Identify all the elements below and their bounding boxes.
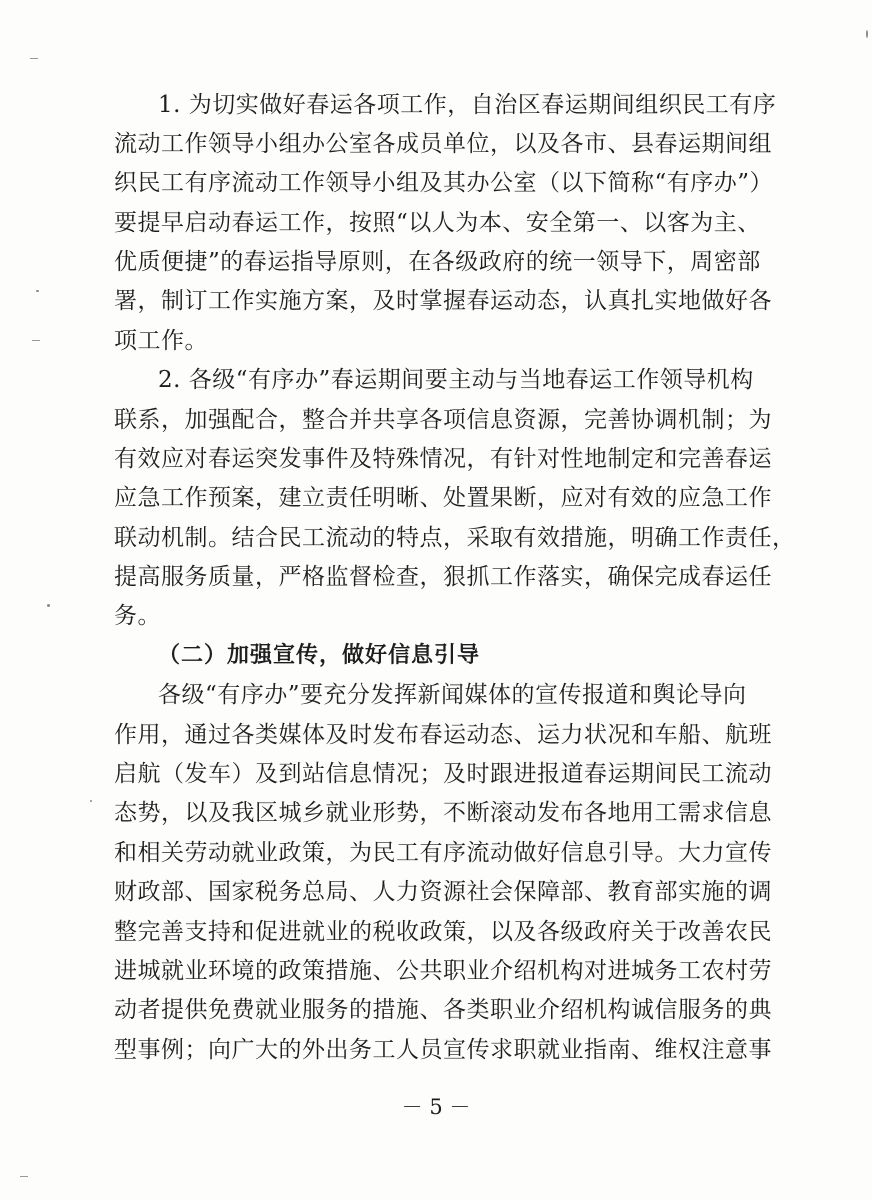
scan-speck [866,30,868,38]
scan-mark [30,58,38,59]
paragraph-2-line-3: 有效应对春运突发事件及特殊情况，有针对性地制定和完善春运 [114,446,772,472]
paragraph-2-line-7: 务。 [114,603,161,629]
paragraph-1-line-3: 织民工有序流动工作领导小组及其办公室（以下简称“有序办”） [114,170,774,196]
page-number: － 5 － [401,1095,471,1119]
paragraph-2-line-5: 联动机制。结合民工流动的特点，采取有效措施，明确工作责任， [114,525,796,551]
scan-mark [20,1176,28,1177]
paragraph-3-line-5: 和相关劳动就业政策，为民工有序流动做好信息引导。大力宣传 [114,840,772,866]
paragraph-1-line-6: 署，制订工作实施方案，及时掌握春运动态，认真扎实地做好各 [114,288,772,314]
paragraph-3-line-3: 启航（发车）及到站信息情况；及时跟进报道春运期间民工流动 [114,761,772,787]
paragraph-3-line-7: 整完善支持和促进就业的税收政策，以及各级政府关于改善农民 [114,919,772,945]
paragraph-3-line-9: 动者提供免费就业服务的措施、各类职业介绍机构诚信服务的典 [114,997,772,1023]
scan-speck [90,800,92,802]
scan-mark [32,340,40,341]
paragraph-1-line-7: 项工作。 [114,328,208,354]
paragraph-2-line-2: 联系，加强配合，整合并共享各项信息资源，完善协调机制；为 [114,407,772,433]
paragraph-2-line-1: 2. 各级“有序办”春运期间要主动与当地春运工作领导机构 [158,367,754,393]
paragraph-3-line-4: 态势，以及我区城乡就业形势，不断滚动发布各地用工需求信息 [114,800,772,826]
scan-speck [36,290,39,292]
paragraph-3-line-10: 型事例；向广大的外出务工人员宣传求职就业指南、维权注意事 [114,1037,772,1063]
paragraph-1-line-2: 流动工作领导小组办公室各成员单位，以及各市、县春运期间组 [114,131,772,157]
section-heading: （二）加强宣传，做好信息引导 [158,643,481,668]
paragraph-3-line-2: 作用，通过各类媒体及时发布春运动态、运力状况和车船、航班 [114,722,772,748]
scan-speck [47,604,50,607]
paragraph-2-line-6: 提高服务质量，严格监督检查，狠抓工作落实，确保完成春运任 [114,564,772,590]
paragraph-2-line-4: 应急工作预案，建立责任明晰、处置果断，应对有效的应急工作 [114,485,772,511]
paragraph-3-line-8: 进城就业环境的政策措施、公共职业介绍机构对进城务工农村劳 [114,958,772,984]
paragraph-3-line-6: 财政部、国家税务总局、人力资源社会保障部、教育部实施的调 [114,879,772,905]
paragraph-1-line-4: 要提早启动春运工作，按照“以人为本、安全第一、以客为主、 [114,210,761,236]
paragraph-1-line-1: 1. 为切实做好春运各项工作，自治区春运期间组织民工有序 [158,92,777,118]
paragraph-3-line-1: 各级“有序办”要充分发挥新闻媒体的宣传报道和舆论导向 [158,682,747,708]
paragraph-1-line-5: 优质便捷”的春运指导原则，在各级政府的统一领导下，周密部 [114,249,761,275]
